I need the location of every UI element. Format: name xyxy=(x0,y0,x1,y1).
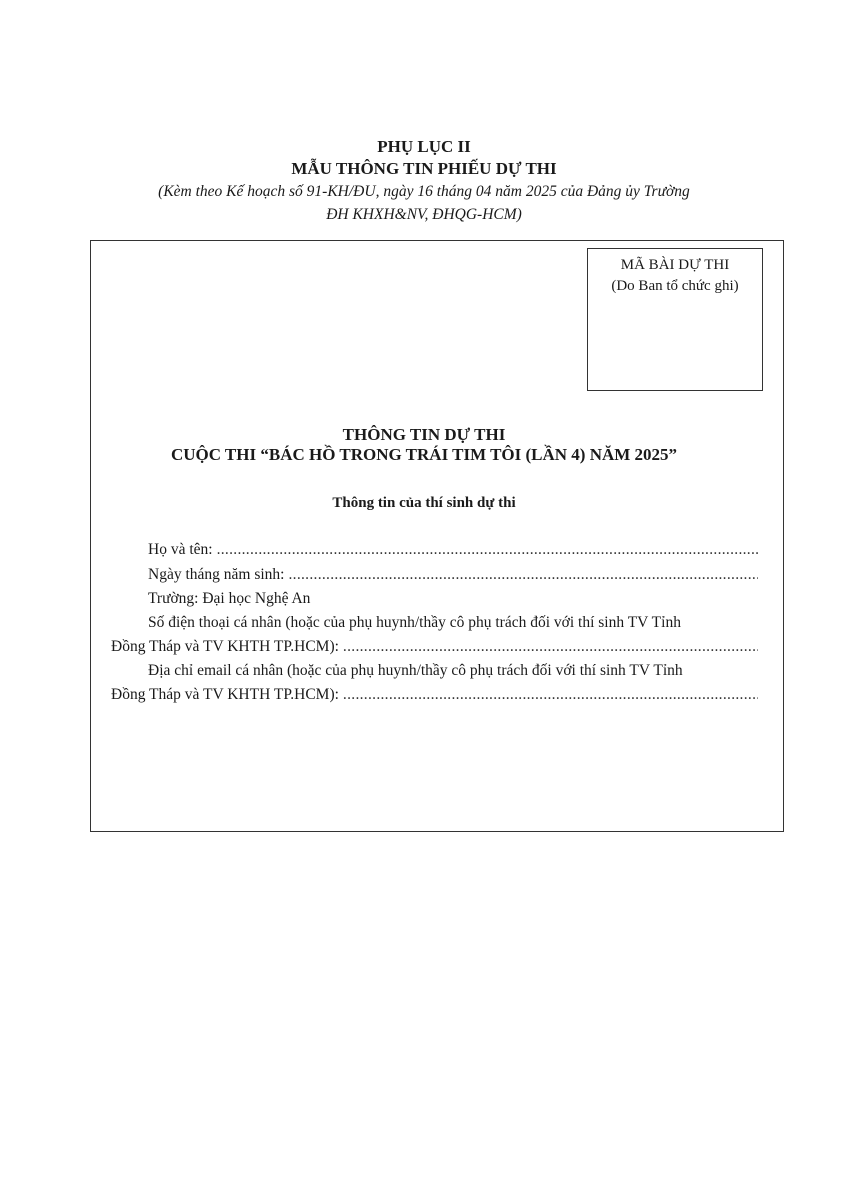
submission-code-title: MÃ BÀI DỰ THI xyxy=(620,257,730,273)
phone-field[interactable] xyxy=(111,638,758,656)
email-field[interactable] xyxy=(111,686,758,704)
contest-title: CUỘC THI “BÁC HỒ TRONG TRÁI TIM TÔI (LẦN 4) NĂM 2025” xyxy=(170,445,678,464)
phone-dotted-line xyxy=(343,638,758,656)
phone-label-text2: Đồng Tháp và TV KHTH TP.HCM): xyxy=(111,638,339,655)
school-field xyxy=(148,590,758,608)
name-field[interactable] xyxy=(148,541,758,559)
form-template-title: MẪU THÔNG TIN PHIẾU DỰ THI xyxy=(291,159,557,178)
dob-label: Ngày tháng năm sinh: xyxy=(148,566,285,583)
email-label-text1: Địa chỉ email cá nhân (hoặc của phụ huynh/thầy cô phụ trách đối với thí sinh TV Tỉnh xyxy=(148,662,683,679)
name-label: Họ và tên: xyxy=(148,541,213,558)
name-dotted-line xyxy=(217,541,758,559)
reference-note-line2: ĐH KHXH&NV, ĐHQG-HCM) xyxy=(326,206,522,223)
form-title: THÔNG TIN DỰ THI xyxy=(342,425,506,444)
phone-label-text1: Số điện thoại cá nhân (hoặc của phụ huynh/thầy cô phụ trách đối với thí sinh TV Tỉnh xyxy=(148,614,681,631)
email-label-line1 xyxy=(148,662,758,680)
dob-dotted-line xyxy=(288,566,758,584)
email-label-text2: Đồng Tháp và TV KHTH TP.HCM): xyxy=(111,686,339,703)
submission-code-box xyxy=(587,248,763,391)
submission-code-note: (Do Ban tổ chức ghi) xyxy=(611,278,739,294)
email-dotted-line xyxy=(343,686,758,704)
dob-field[interactable] xyxy=(148,566,758,584)
school-text: Trường: Đại học Nghệ An xyxy=(148,590,311,607)
appendix-title: PHỤ LỤC II xyxy=(377,137,471,156)
phone-label-line1 xyxy=(148,614,758,632)
section-heading: Thông tin của thí sinh dự thi xyxy=(332,495,516,511)
reference-note-line1: (Kèm theo Kế hoạch số 91-KH/ĐU, ngày 16 tháng 04 năm 2025 của Đảng ủy Trường xyxy=(158,183,690,200)
